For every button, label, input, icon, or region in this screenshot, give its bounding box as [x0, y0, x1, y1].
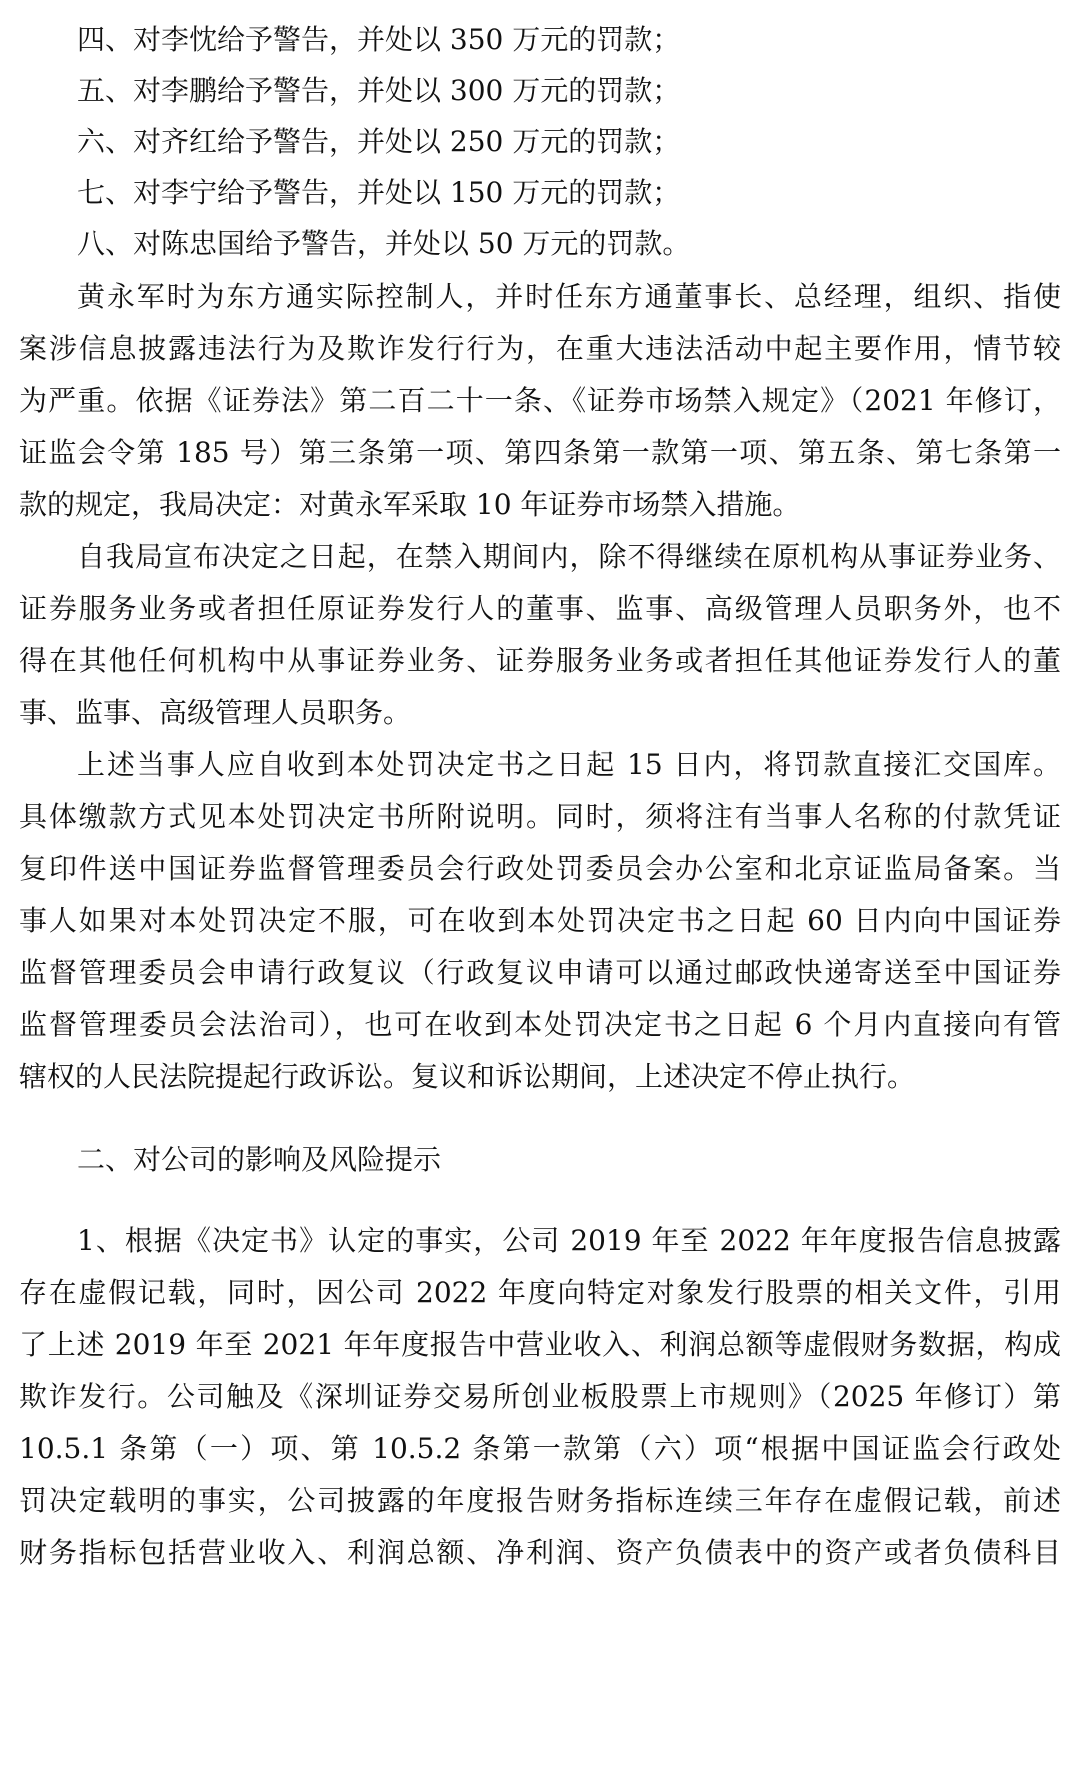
paragraph-line: 事、监事、高级管理人员职务。 — [19, 696, 412, 729]
paragraph-line: 款的规定，我局决定：对黄永军采取 10 年证券市场禁入措施。 — [19, 488, 801, 521]
paragraph-line: 证券服务业务或者担任原证券发行人的董事、监事、高级管理人员职务外，也不 — [19, 592, 1061, 625]
paragraph-line: 存在虚假记载，同时，因公司 2022 年度向特定对象发行股票的相关文件，引用 — [19, 1276, 1061, 1309]
penalty-item-6: 六、对齐红给予警告，并处以 250 万元的罚款； — [77, 125, 681, 158]
paragraph-line: 欺诈发行。公司触及《深圳证券交易所创业板股票上市规则》（2025 年修订）第 — [19, 1380, 1061, 1413]
paragraph-line: 10.5.1 条第（一）项、第 10.5.2 条第一款第（六）项“根据中国证监会行政处 — [19, 1432, 1061, 1465]
paragraph-line: 财务指标包括营业收入、利润总额、净利润、资产负债表中的资产或者负债科目 — [19, 1536, 1061, 1569]
paragraph-line: 事人如果对本处罚决定不服，可在收到本处罚决定书之日起 60 日内向中国证券 — [19, 904, 1061, 937]
paragraph-line: 罚决定载明的事实，公司披露的年度报告财务指标连续三年存在虚假记载，前述 — [19, 1484, 1061, 1517]
paragraph-line: 黄永军时为东方通实际控制人，并时任东方通董事长、总经理，组织、指使 — [77, 280, 1061, 313]
paragraph-line: 上述当事人应自收到本处罚决定书之日起 15 日内，将罚款直接汇交国库。 — [77, 748, 1061, 781]
paragraph-line: 得在其他任何机构中从事证券业务、证券服务业务或者担任其他证券发行人的董 — [19, 644, 1061, 677]
section-heading: 二、对公司的影响及风险提示 — [77, 1143, 442, 1176]
paragraph-line: 监督管理委员会申请行政复议（行政复议申请可以通过邮政快递寄送至中国证券 — [19, 956, 1061, 989]
paragraph-line: 具体缴款方式见本处罚决定书所附说明。同时，须将注有当事人名称的付款凭证 — [19, 800, 1061, 833]
paragraph-line: 监督管理委员会法治司），也可在收到本处罚决定书之日起 6 个月内直接向有管 — [19, 1008, 1061, 1041]
paragraph-line: 复印件送中国证券监督管理委员会行政处罚委员会办公室和北京证监局备案。当 — [19, 852, 1061, 885]
penalty-item-4: 四、对李忱给予警告，并处以 350 万元的罚款； — [77, 23, 681, 56]
paragraph-line: 证监会令第 185 号）第三条第一项、第四条第一款第一项、第五条、第七条第一 — [19, 436, 1061, 469]
penalty-item-5: 五、对李鹏给予警告，并处以 300 万元的罚款； — [77, 74, 681, 107]
paragraph-line: 辖权的人民法院提起行政诉讼。复议和诉讼期间，上述决定不停止执行。 — [19, 1060, 916, 1093]
penalty-item-8: 八、对陈忠国给予警告，并处以 50 万元的罚款。 — [77, 227, 691, 260]
paragraph-line: 了上述 2019 年至 2021 年年度报告中营业收入、利润总额等虚假财务数据，构成 — [19, 1328, 1061, 1361]
paragraph-line: 案涉信息披露违法行为及欺诈发行行为，在重大违法活动中起主要作用，情节较 — [19, 332, 1061, 365]
paragraph-line: 为严重。依据《证券法》第二百二十一条、《证券市场禁入规定》（2021 年修订， — [19, 384, 1061, 417]
paragraph-line: 1、根据《决定书》认定的事实，公司 2019 年至 2022 年年度报告信息披露 — [77, 1224, 1061, 1257]
paragraph-line: 自我局宣布决定之日起，在禁入期间内，除不得继续在原机构从事证券业务、 — [77, 540, 1061, 573]
penalty-item-7: 七、对李宁给予警告，并处以 150 万元的罚款； — [77, 176, 681, 209]
